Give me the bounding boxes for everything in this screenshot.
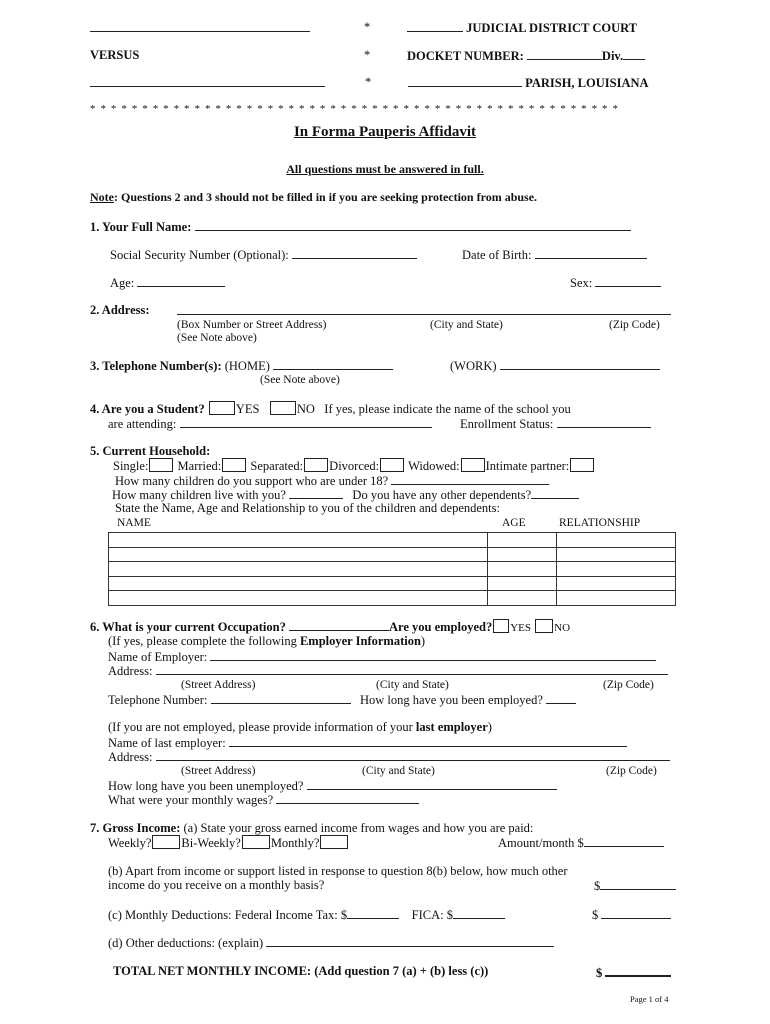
attending-label: are attending: [108,417,177,431]
docket-field[interactable] [527,48,602,60]
wages-field[interactable] [276,792,419,804]
table-row [109,547,676,562]
ifyes-text: (If yes, please complete the following [108,634,300,648]
monthly-label: Monthly? [270,836,320,850]
employer-field[interactable] [210,649,656,661]
q4-label: 4. Are you a Student? [90,402,205,416]
street-sublabel: (Box Number or Street Address) [177,319,327,331]
street-sublabel: (Street Address) [181,679,256,691]
col-relationship: RELATIONSHIP [559,517,641,529]
ifyes-bold: Employer Information [299,634,421,648]
q7-label: 7. Gross Income: [90,821,181,835]
q7a-text: (a) State your gross earned income from wages and how you are paid: [183,821,534,835]
paren: ) [420,634,426,648]
table-row [109,533,676,548]
see-note: (See Note above) [177,332,257,344]
note-text: : Questions 2 and 3 should not be filled in if you are seeking protection from abuse. [114,190,538,204]
star: * [365,75,372,89]
occupation-field[interactable] [289,619,389,631]
court-label: JUDICIAL DISTRICT COURT [466,21,638,35]
col-name: NAME [117,517,151,529]
single-label: Single: [113,459,149,473]
star: * [364,20,371,34]
dollar: $ [596,966,603,980]
table-row [109,576,676,591]
q1-label: 1. Your Full Name: [90,220,192,234]
yes-label: YES [510,622,531,634]
q7b-text2: income do you receive on a monthly basis? [108,878,325,892]
children18-field[interactable] [391,473,549,485]
employed-label: Are you employed? [388,620,493,634]
no-label: NO [554,622,571,634]
employer-phone-field[interactable] [211,692,351,704]
address-label: Address: [108,664,153,678]
zip-sublabel: (Zip Code) [606,765,657,777]
amount-label: Amount/month $ [498,836,584,850]
q7b-text: (b) Apart from income or support listed in response to question 8(b) below, how much other [108,864,568,878]
defendant-field[interactable] [90,75,325,87]
page-title: In Forma Pauperis Affidavit [293,124,477,140]
sex-field[interactable] [595,275,661,287]
student-no-checkbox[interactable] [270,401,296,415]
sex-label: Sex: [570,276,593,290]
last-employer-field[interactable] [229,735,627,747]
q5-label: 5. Current Household: [90,444,211,458]
ssn-label: Social Security Number (Optional): [110,248,289,262]
dependents-field[interactable] [531,487,579,499]
state-instruction: State the Name, Age and Relationship to you of the children and dependents: [115,501,500,515]
relationship-cell[interactable] [557,591,676,606]
name-cell[interactable] [109,562,488,577]
employed-no-checkbox[interactable] [535,619,553,633]
home-label: (HOME) [224,359,270,373]
address-field[interactable] [177,303,671,315]
federal-tax-field[interactable] [347,907,399,919]
instruction: All questions must be answered in full. [286,162,484,176]
q2-label: 2. Address: [90,303,150,317]
partner-label: Intimate partner: [485,459,570,473]
howlong-field[interactable] [546,692,576,704]
star: * [364,48,371,62]
name-cell[interactable] [109,547,488,562]
dollar: $ [594,879,601,893]
age-cell[interactable] [488,533,557,548]
married-label: Married: [177,459,222,473]
see-note: (See Note above) [260,374,340,386]
age-cell[interactable] [488,562,557,577]
divider: * * * * * * * * * * * * * * * * * * * * * * * * * * * * * * * * * * * * * * * * * * * * * * * * * * * [90,103,620,115]
home-phone-field[interactable] [273,358,393,370]
amount-field[interactable] [584,835,664,847]
col-age: AGE [502,517,526,529]
last-address-field[interactable] [156,749,670,761]
widowed-label: Widowed: [408,459,460,473]
divorced-checkbox[interactable] [380,458,404,472]
dob-field[interactable] [535,247,647,259]
versus-label: VERSUS [90,48,140,62]
ifnot-text: (If you are not employed, please provide information of your [108,720,416,734]
ifnot-bold: last employer [415,720,488,734]
phone-label: Telephone Number: [108,693,208,707]
other-deductions-field[interactable] [266,935,554,947]
dependents-table [108,532,676,606]
student-yes-checkbox[interactable] [209,401,235,415]
q7c-label: (c) Monthly Deductions: Federal Income Tax: $ [108,908,348,922]
age-cell[interactable] [488,576,557,591]
enrollment-label: Enrollment Status: [460,417,554,431]
q3-label: 3. Telephone Number(s): [90,359,222,373]
weekly-checkbox[interactable] [152,835,180,849]
relationship-cell[interactable] [557,547,676,562]
street-sublabel: (Street Address) [181,765,256,777]
relationship-cell[interactable] [557,562,676,577]
age-cell[interactable] [488,547,557,562]
weekly-label: Weekly? [108,836,152,850]
no-label: NO [296,402,315,416]
unemployed-label: How long have you been unemployed? [108,779,304,793]
howlong-label: How long have you been employed? [359,693,543,707]
q4-text: If yes, please indicate the name of the school you [324,402,571,416]
biweekly-checkbox[interactable] [242,835,270,849]
separated-label: Separated: [250,459,304,473]
children18-label: How many children do you support who are under 18? [115,474,389,488]
school-field[interactable] [180,416,432,428]
wages-label: What were your monthly wages? [108,793,274,807]
biweekly-label: Bi-Weekly? [181,836,241,850]
employer-label: Name of Employer: [108,650,208,664]
div-label: Div. [601,49,624,63]
table-row [109,562,676,577]
fica-label: FICA: $ [411,908,453,922]
zip-sublabel: (Zip Code) [603,679,654,691]
widowed-checkbox[interactable] [461,458,485,472]
plaintiff-field[interactable] [90,20,310,32]
ssn-field[interactable] [292,247,417,259]
name-cell[interactable] [109,533,488,548]
city-sublabel: (City and State) [430,319,503,331]
enrollment-field[interactable] [557,416,651,428]
partner-checkbox[interactable] [570,458,594,472]
note-label: Note [90,190,114,204]
employer-address-field[interactable] [156,663,668,675]
work-label: (WORK) [450,359,497,373]
docket-label: DOCKET NUMBER: [407,49,524,63]
div-field[interactable] [623,48,645,60]
full-name-field[interactable] [195,219,631,231]
address-label: Address: [108,750,153,764]
total-label: TOTAL NET MONTHLY INCOME: (Add question 7 (a) + (b) less (c)) [113,964,489,978]
yes-label: YES [235,402,260,416]
children-live-field[interactable] [289,487,343,499]
relationship-cell[interactable] [557,576,676,591]
paren: ) [487,720,492,734]
relationship-cell[interactable] [557,533,676,548]
q6-label: 6. What is your current Occupation? [90,620,286,634]
q7d-label: (d) Other deductions: (explain) [108,936,264,950]
zip-sublabel: (Zip Code) [609,319,660,331]
city-sublabel: (City and State) [362,765,435,777]
employed-yes-checkbox[interactable] [493,619,509,633]
last-employer-label: Name of last employer: [108,736,226,750]
age-field[interactable] [137,275,225,287]
unemployed-field[interactable] [307,778,557,790]
name-cell[interactable] [109,576,488,591]
deductions-total-field[interactable] [601,907,671,919]
table-row [109,591,676,606]
married-checkbox[interactable] [222,458,246,472]
parish-field[interactable] [408,75,522,87]
children-live-label: How many children live with you? [112,488,286,502]
fica-field[interactable] [453,907,505,919]
work-phone-field[interactable] [500,358,660,370]
city-sublabel: (City and State) [376,679,449,691]
name-cell[interactable] [109,591,488,606]
parish-label: PARISH, LOUISIANA [525,76,649,90]
dependents-label: Do you have any other dependents? [352,488,532,502]
separated-checkbox[interactable] [304,458,328,472]
other-income-field[interactable] [600,878,676,890]
page-number: Page 1 of 4 [630,994,669,1004]
single-checkbox[interactable] [149,458,173,472]
total-field[interactable] [605,964,671,977]
age-label: Age: [110,276,135,290]
divorced-label: Divorced: [329,459,380,473]
dollar: $ [592,908,599,922]
district-field[interactable] [407,20,463,32]
dob-label: Date of Birth: [462,248,532,262]
age-cell[interactable] [488,591,557,606]
monthly-checkbox[interactable] [320,835,348,849]
